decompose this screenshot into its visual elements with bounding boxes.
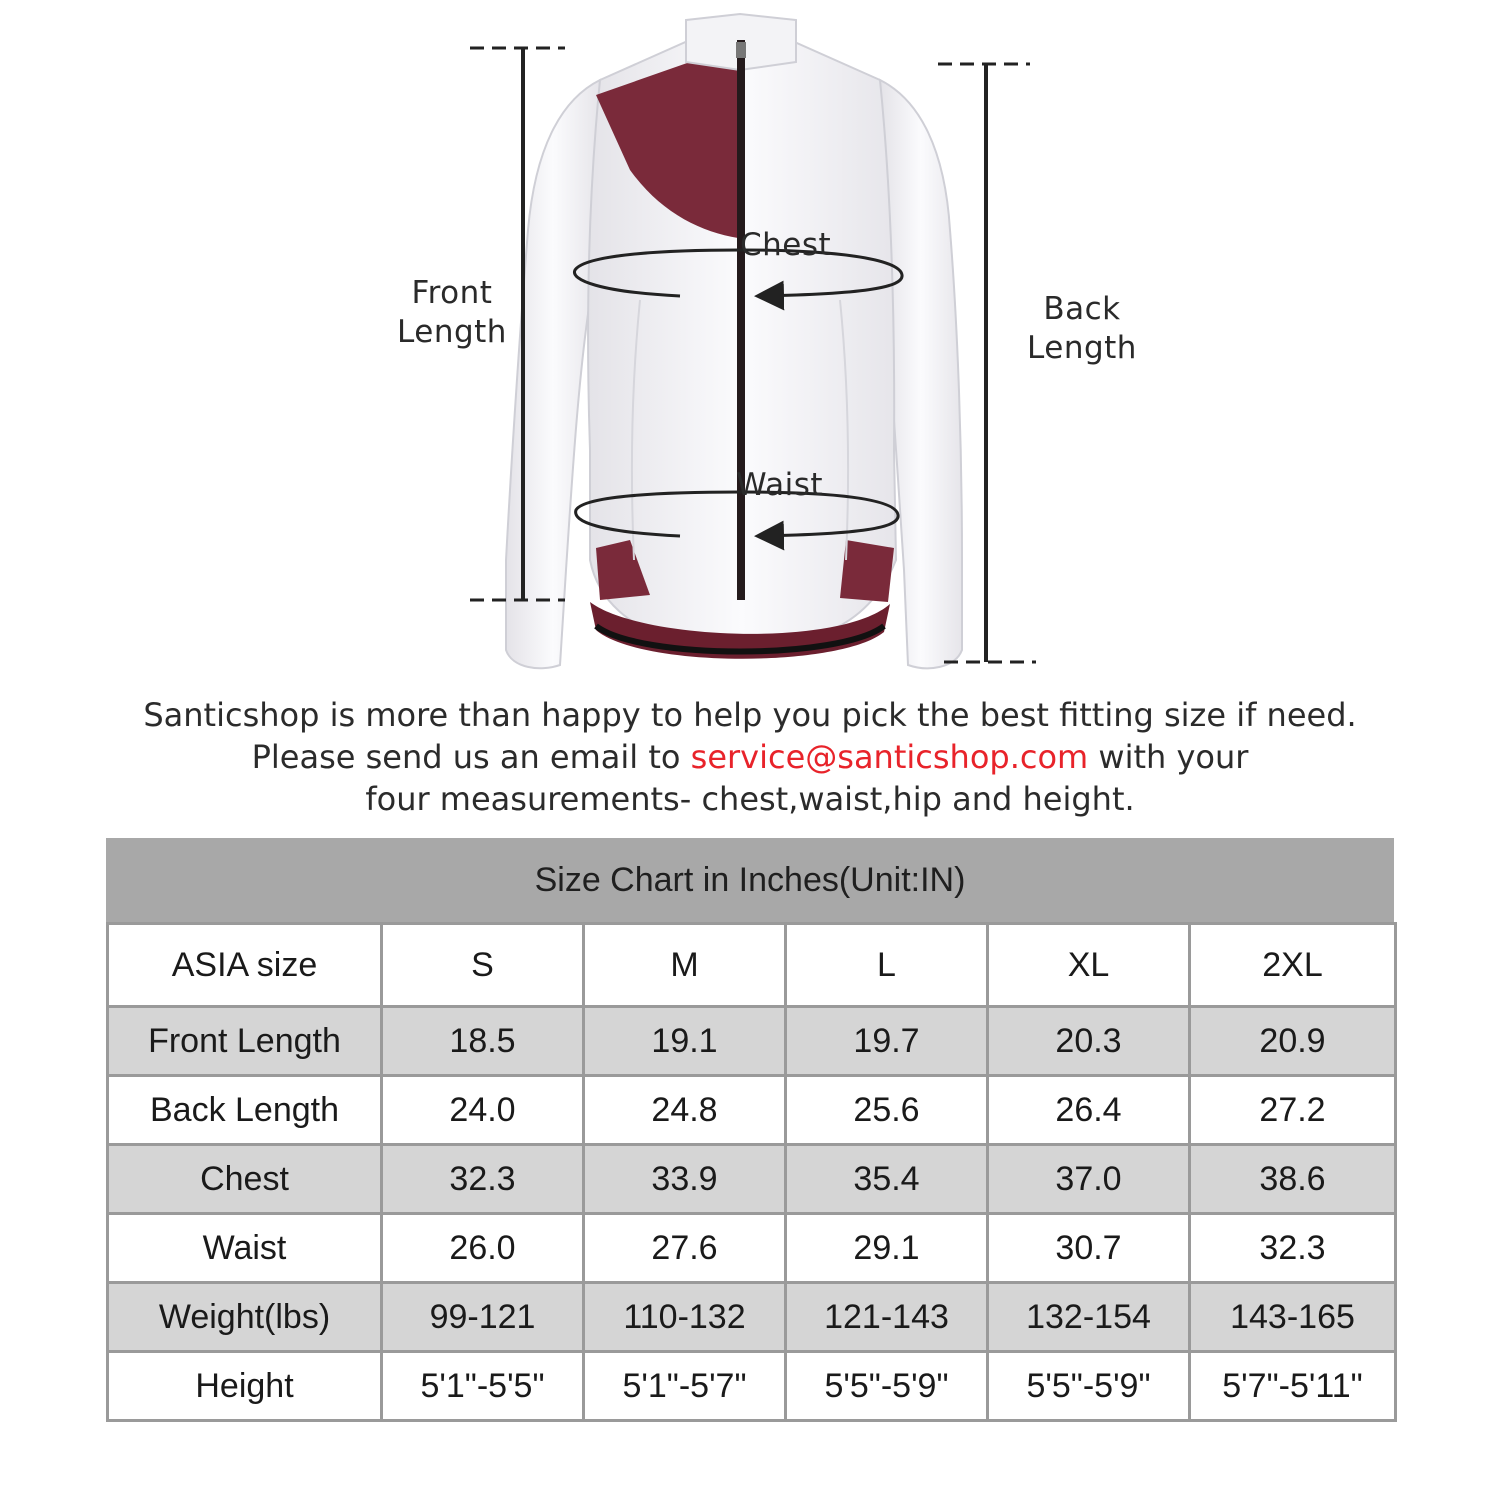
table-header-row <box>108 924 1396 1007</box>
table-cell: 26.0 <box>382 1214 584 1283</box>
table-row <box>108 1145 1396 1214</box>
table-cell: 24.8 <box>584 1076 786 1145</box>
burgundy-hem-right <box>840 540 894 602</box>
jersey-illustration <box>0 0 1500 690</box>
table-header-cell: ASIA size <box>108 924 382 1007</box>
table-row <box>108 1352 1396 1421</box>
row-label: Height <box>108 1352 382 1421</box>
table-cell: 18.5 <box>382 1007 584 1076</box>
table-cell: 24.0 <box>382 1076 584 1145</box>
jersey-diagram <box>0 0 1500 690</box>
left-sleeve <box>506 80 600 668</box>
table-cell: 99-121 <box>382 1283 584 1352</box>
size-chart-table <box>106 922 1397 1422</box>
table-cell: 5'1"-5'5" <box>382 1352 584 1421</box>
table-cell: 29.1 <box>786 1214 988 1283</box>
table-cell: 26.4 <box>988 1076 1190 1145</box>
back-length-label: Back Length <box>1027 291 1137 366</box>
table-row <box>108 1214 1396 1283</box>
table-cell: 132-154 <box>988 1283 1190 1352</box>
table-cell: 121-143 <box>786 1283 988 1352</box>
table-cell: 20.3 <box>988 1007 1190 1076</box>
size-chart <box>106 838 1394 1422</box>
row-label: Back Length <box>108 1076 382 1145</box>
row-label: Weight(lbs) <box>108 1283 382 1352</box>
table-cell: 30.7 <box>988 1214 1190 1283</box>
table-row <box>108 1283 1396 1352</box>
table-row <box>108 1007 1396 1076</box>
row-label: Front Length <box>108 1007 382 1076</box>
table-cell: 5'5"-5'9" <box>786 1352 988 1421</box>
table-cell: 5'7"-5'11" <box>1190 1352 1396 1421</box>
table-cell: 32.3 <box>1190 1214 1396 1283</box>
table-cell: 110-132 <box>584 1283 786 1352</box>
table-cell: 5'5"-5'9" <box>988 1352 1190 1421</box>
row-label: Waist <box>108 1214 382 1283</box>
email-link[interactable]: service@santicshop.com <box>690 738 1089 776</box>
table-cell: 20.9 <box>1190 1007 1396 1076</box>
help-text-line-3: four measurements- chest,waist,hip and height. <box>365 780 1135 818</box>
table-cell: 25.6 <box>786 1076 988 1145</box>
table-header-cell: 2XL <box>1190 924 1396 1007</box>
table-cell: 38.6 <box>1190 1145 1396 1214</box>
chest-label: Chest <box>740 227 832 263</box>
table-cell: 33.9 <box>584 1145 786 1214</box>
table-header-cell: XL <box>988 924 1190 1007</box>
row-label: Chest <box>108 1145 382 1214</box>
table-cell: 5'1"-5'7" <box>584 1352 786 1421</box>
front-length-label: Front Length <box>397 275 507 350</box>
help-text-line-2: Please send us an email to service@santicshop.com with your <box>251 738 1249 776</box>
size-chart-title: Size Chart in Inches(Unit:IN) <box>106 838 1394 922</box>
table-header-cell: S <box>382 924 584 1007</box>
help-text <box>0 694 1500 820</box>
table-cell: 143-165 <box>1190 1283 1396 1352</box>
table-cell: 37.0 <box>988 1145 1190 1214</box>
table-cell: 32.3 <box>382 1145 584 1214</box>
waist-label: Waist <box>736 467 824 503</box>
table-cell: 19.7 <box>786 1007 988 1076</box>
table-cell: 19.1 <box>584 1007 786 1076</box>
table-row <box>108 1076 1396 1145</box>
help-text-line-1: Santicshop is more than happy to help you pick the best fitting size if need. <box>143 696 1357 734</box>
table-header-cell: L <box>786 924 988 1007</box>
table-cell: 27.2 <box>1190 1076 1396 1145</box>
table-cell: 35.4 <box>786 1145 988 1214</box>
table-cell: 27.6 <box>584 1214 786 1283</box>
table-header-cell: M <box>584 924 786 1007</box>
